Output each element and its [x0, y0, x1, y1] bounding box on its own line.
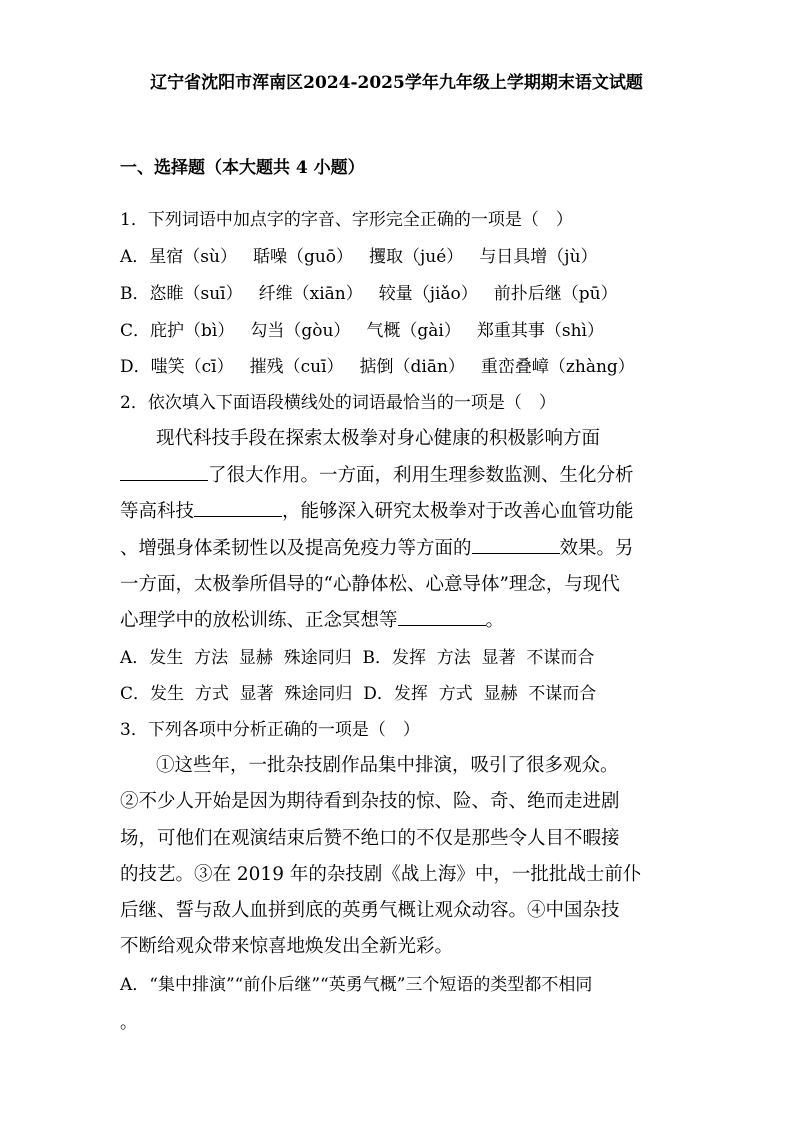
question-3-passage-line-5: 后继、誓与敌人血拼到底的英勇气概让观众动容。④中国杂技 — [120, 900, 620, 921]
fill-blank-4 — [398, 607, 486, 626]
question-2-passage-line-3: 等高科技 ，能够深入研究太极拳对于改善心血管功能 — [120, 497, 634, 523]
question-3-passage-line-1: ①这些年，一批杂技剧作品集中排演，吸引了很多观众。 — [156, 755, 619, 776]
question-1-option-d — [120, 352, 635, 377]
option-c-item-2: 勾当（gòu） — [250, 321, 351, 341]
question-2-passage-line-2: 了很大作用。一方面，利用生理参数监测、生化分析 — [120, 461, 634, 487]
option-a-item-1: A．星宿（sù） — [120, 247, 237, 267]
question-1-option-b — [120, 279, 618, 304]
question-3-passage-line-3: 场，可他们在观演结束后赞不绝口的不仅是那些令人目不暇接 — [120, 828, 620, 849]
question-3-option-a: A．“集中排演”“前仆后继”“英勇气概”三个短语的类型都不相同 — [120, 975, 593, 995]
question-1-stem: 1．下列词语中加点字的字音、字形完全正确的一项是（ ） — [120, 210, 573, 230]
question-1-option-a — [120, 242, 598, 267]
question-2-passage-line-6: 心理学中的放松训练、正念冥想等 。 — [120, 606, 504, 632]
option-d-item-3: 掂倒（diān） — [359, 357, 465, 377]
option-d-item-1: D．嗤笑（cī） — [120, 357, 234, 377]
question-3-passage-line-2: ②不少人开始是因为期待看到杂技的惊、险、奇、绝而走进剧 — [120, 791, 620, 812]
fill-blank-2 — [194, 498, 282, 517]
option-d-item-2: 摧残（cuī） — [249, 357, 344, 377]
section-heading: 一、选择题（本大题共 4 小题） — [120, 158, 365, 178]
question-2-passage-line-5: 一方面，太极拳所倡导的“心静体松、心意导体”理念，与现代 — [120, 574, 620, 595]
option-b-item-2: 纤维（xiān） — [258, 284, 363, 304]
fill-blank-1 — [120, 462, 208, 481]
question-3-option-a-tail: 。 — [120, 1013, 137, 1033]
question-3-passage-line-6: 不断给观众带来惊喜地焕发出全新光彩。 — [120, 936, 454, 957]
option-c-item-4: 郑重其事（shì） — [476, 321, 604, 341]
option-d-item-4: 重峦叠嶂（zhàng） — [480, 357, 635, 377]
question-2-passage-line-4: 、增强身体柔韧性以及提高免疫力等方面的 效果。另 — [120, 534, 634, 560]
page-title: 辽宁省沈阳市浑南区2024-2025学年九年级上学期期末语文试题 — [150, 73, 643, 93]
question-2-options-row-1: A．发生 方法 显赫 殊途同归 B．发挥 方法 显著 不谋而合 — [120, 648, 595, 668]
option-a-item-3: 攫取（jué） — [369, 247, 464, 267]
option-a-item-4: 与日具增（jù） — [479, 247, 598, 267]
question-2-options-row-2: C．发生 方式 显著 殊途同归 D．发挥 方式 显赫 不谋而合 — [120, 684, 597, 704]
question-2-passage-line-1: 现代科技手段在探索太极拳对身心健康的积极影响方面 — [156, 428, 601, 449]
question-3-passage-line-4: 的技艺。③在 2019 年的杂技剧《战上海》中，一批批战士前仆 — [120, 864, 642, 885]
option-b-item-4: 前扑后继（pū） — [493, 284, 618, 304]
option-c-item-1: C．庇护（bì） — [120, 321, 235, 341]
option-b-item-1: B．恣睢（suī） — [120, 284, 243, 304]
question-3-stem: 3．下列各项中分析正确的一项是（ ） — [120, 720, 420, 740]
option-c-item-3: 气概（gài） — [366, 321, 461, 341]
question-1-option-c — [120, 316, 604, 341]
fill-blank-3 — [472, 535, 560, 554]
option-a-item-2: 聒噪（guō） — [252, 247, 354, 267]
question-2-stem: 2．依次填入下面语段横线处的词语最恰当的一项是（ ） — [120, 393, 556, 413]
option-b-item-3: 较量（jiǎo） — [378, 284, 478, 304]
